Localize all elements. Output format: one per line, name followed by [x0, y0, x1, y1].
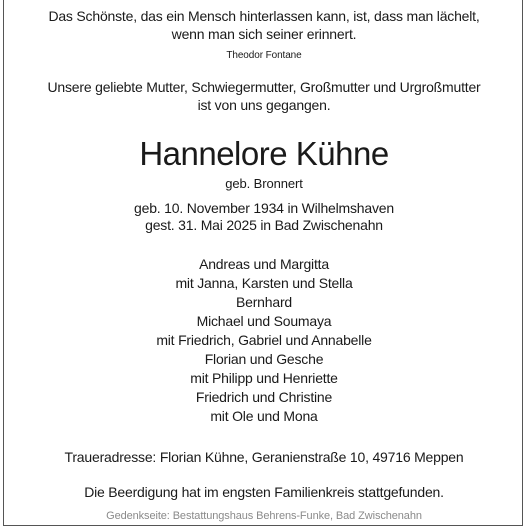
intro-line-2: ist von uns gegangen. — [197, 97, 331, 113]
quote-author: Theodor Fontane — [226, 50, 302, 61]
deceased-name: Hannelore Kühne — [139, 135, 389, 172]
memorial-page-credit: Gedenkseite: Bestattungshaus Behrens-Funke, Bad Zwischenahn — [106, 510, 422, 522]
mourner-line: Michael und Soumaya — [196, 313, 332, 329]
quote-line-2: wenn man sich seiner erinnert. — [171, 26, 357, 42]
mourner-line: Florian und Gesche — [204, 351, 324, 367]
maiden-name: geb. Bronnert — [225, 176, 303, 191]
mourner-line: Andreas und Margitta — [199, 256, 329, 272]
mourner-line: mit Friedrich, Gabriel und Annabelle — [156, 332, 372, 348]
mourner-line: mit Janna, Karsten und Stella — [175, 275, 353, 291]
death-line: gest. 31. Mai 2025 in Bad Zwischenahn — [145, 217, 383, 233]
funeral-note: Die Beerdigung hat im engsten Familienkreis stattgefunden. — [84, 484, 444, 500]
intro-line-1: Unsere geliebte Mutter, Schwiegermutter, Großmutter und Urgroßmutter — [47, 79, 481, 95]
mourner-line: mit Philipp und Henriette — [190, 370, 338, 386]
mourner-line: Friedrich und Christine — [195, 389, 333, 405]
quote-line-1: Das Schönste, das ein Mensch hinterlassen kann, ist, dass man lächelt, — [48, 8, 480, 24]
mourner-line: Bernhard — [236, 294, 292, 310]
birth-line: geb. 10. November 1934 in Wilhelmshaven — [134, 200, 394, 216]
mourning-address: Traueradresse: Florian Kühne, Geranienstraße 10, 49716 Meppen — [64, 449, 464, 465]
mourner-line: mit Ole und Mona — [210, 408, 318, 424]
